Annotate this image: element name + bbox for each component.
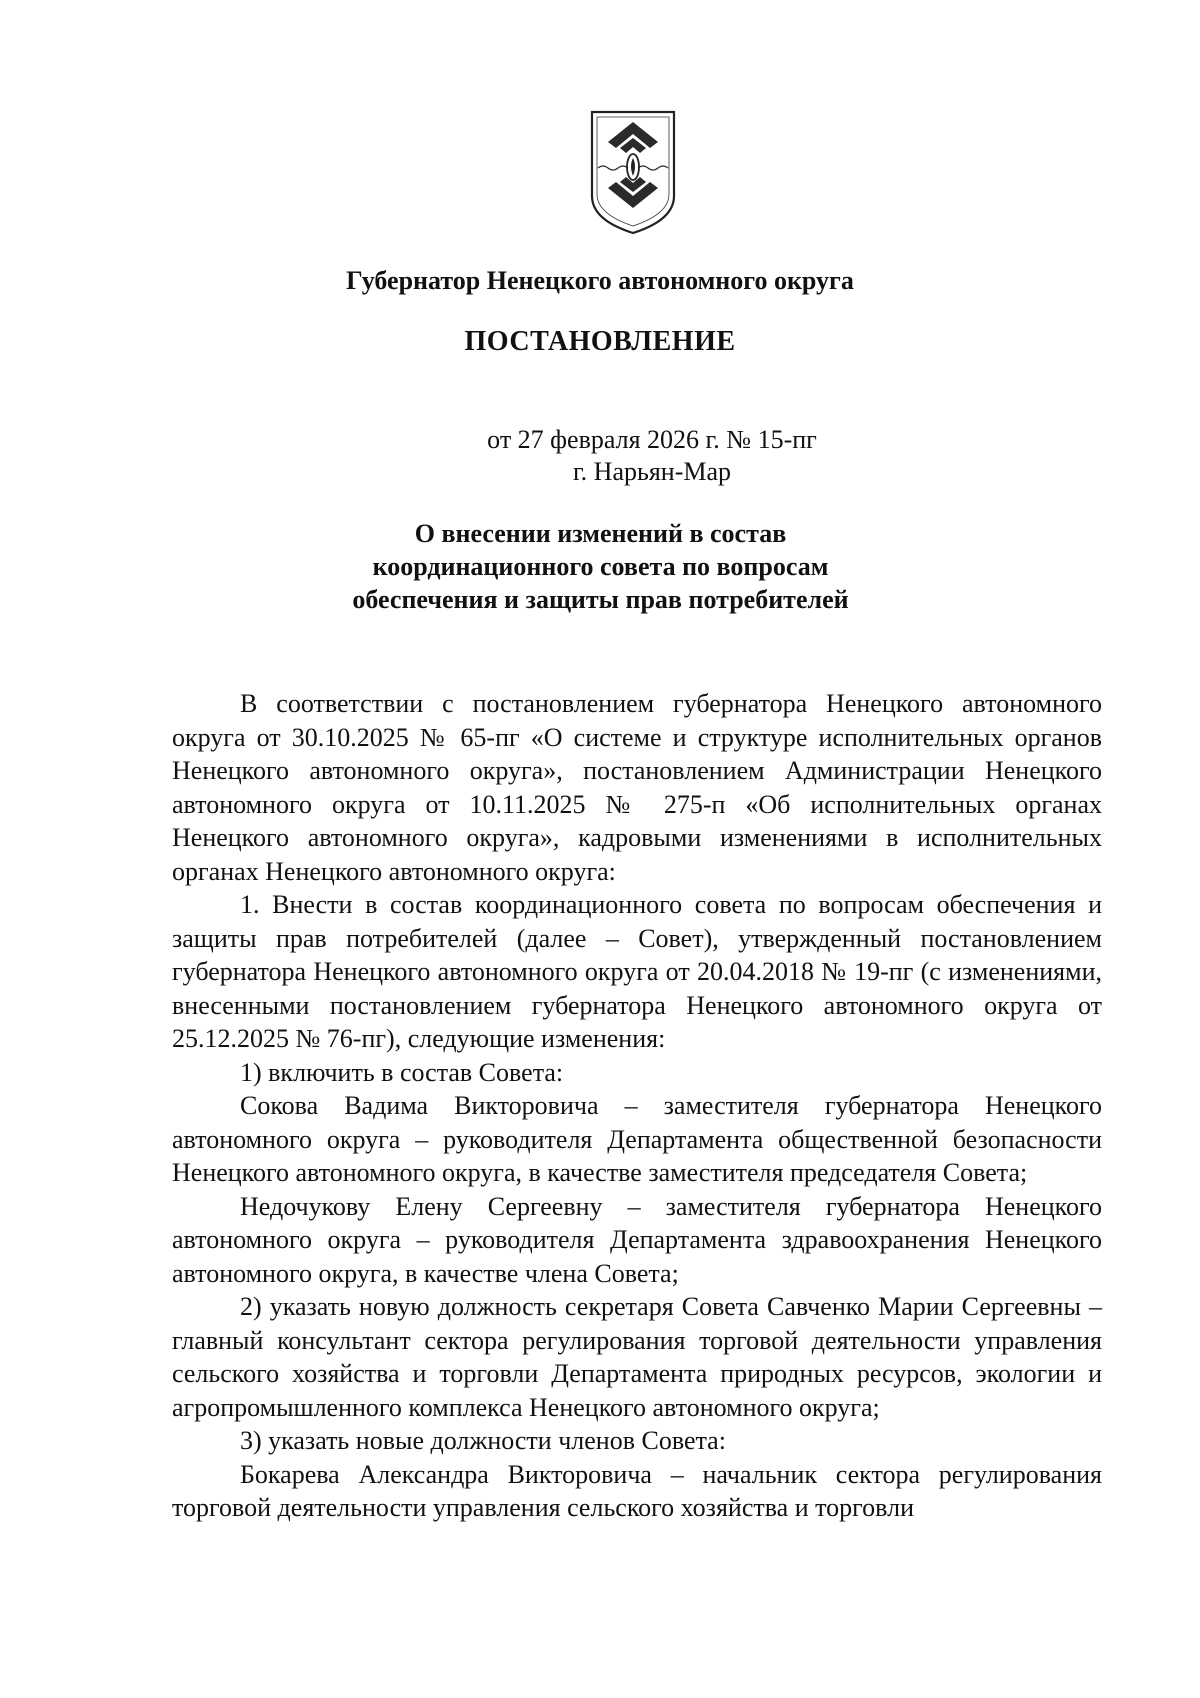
body-paragraph: 2) указать новую должность секретаря Совета Савченко Марии Сергеевны – главный консультант сектора регулирования торговой деятельности управления сельского хозяйства и торговли Департамента природных ресурсов, экологии и агропромышленного комплекса Ненецкого автономного округа;: [172, 1292, 1102, 1422]
body-paragraph: 1) включить в состав Совета:: [240, 1057, 564, 1087]
document-subject: [0, 517, 1200, 616]
body-paragraph: 3) указать новые должности членов Совета:: [240, 1426, 726, 1455]
subject-line: О внесении изменений в состав: [414, 519, 787, 548]
subject-line: координационного совета по вопросам: [372, 552, 829, 581]
place-of-issue: г. Нарьян-Мар: [572, 457, 732, 486]
body-paragraph: Сокова Вадима Викторовича – заместителя губернатора Ненецкого автономного округа – руководителя Департамента общественной безопасности Ненецкого автономного округа, в качестве заместителя председателя Совета;: [172, 1091, 1102, 1187]
issuing-authority: Губернатор Ненецкого автономного округа: [346, 266, 854, 295]
document-meta: [0, 424, 1200, 488]
coat-of-arms-icon: [588, 108, 678, 236]
body-paragraph: 1. Внести в состав координационного совета по вопросам обеспечения и защиты прав потребителей (далее – Совет), утвержденный постановлением губернатора Ненецкого автономного округа от 20.04.2018 № 19-пг (с изменениями, внесенными постановлением губернатора Ненецкого автономного округа от 25.12.2025 № 76-пг), следующие изменения:: [172, 890, 1102, 1053]
body-paragraph: Бокарева Александра Викторовича – начальник сектора регулирования торговой деятельности управления сельского хозяйства и торговли: [172, 1459, 1102, 1522]
body-paragraph: В соответствии с постановлением губернатора Ненецкого автономного округа от 30.10.2025 № 65-пг «О системе и структуре исполнительных органов Ненецкого автономного округа», постановлением Администрации Ненецкого автономного округа от 10.11.2025 № 275-п «Об исполнительных органах Ненецкого автономного округа», кадровыми изменениями в исполнительных органах Ненецкого автономного округа:: [172, 689, 1102, 886]
body-paragraph: Недочукову Елену Сергеевну – заместителя губернатора Ненецкого автономного округа – руководителя Департамента здравоохранения Ненецкого автономного округа, в качестве члена Совета;: [172, 1191, 1102, 1288]
date-and-number: от 27 февраля 2026 г. № 15-пг: [487, 425, 817, 454]
subject-line: обеспечения и защиты прав потребителей: [352, 585, 849, 614]
document-type-title: ПОСТАНОВЛЕНИЕ: [464, 326, 736, 357]
document-body: [172, 687, 1102, 1525]
